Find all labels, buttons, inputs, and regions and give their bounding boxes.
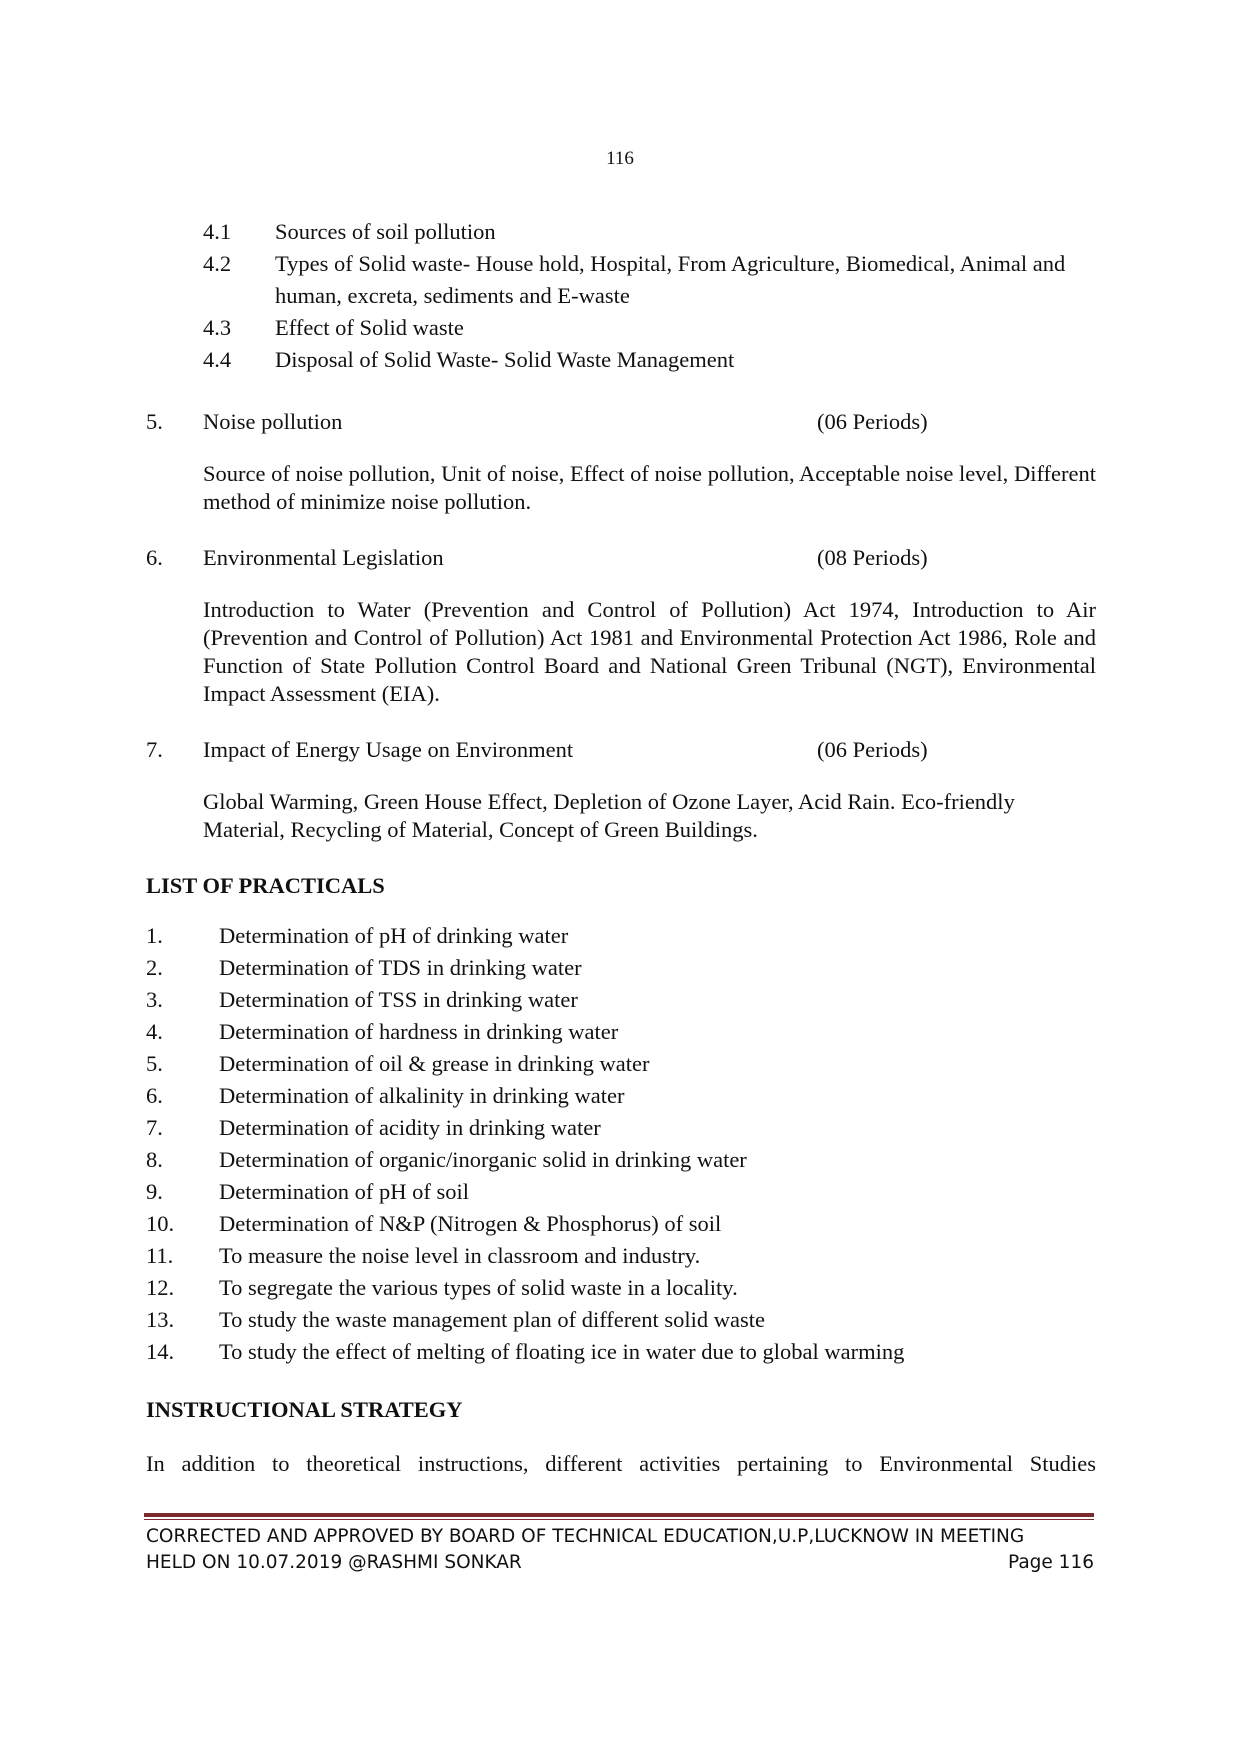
subtopic-number: 4.1 xyxy=(203,219,232,244)
footer-page-label: Page 116 xyxy=(1008,1552,1094,1573)
section-body: Source of noise pollution, Unit of noise, Effect of noise pollution, Acceptable noise level, Different method of minimize noise pollution. xyxy=(203,461,1096,514)
section-header xyxy=(146,542,1096,574)
subtopic-number: 4.4 xyxy=(203,347,232,372)
list-item-number: 11. xyxy=(146,1243,174,1268)
list-item-number: 8. xyxy=(146,1147,163,1172)
list-item-number: 4. xyxy=(146,1019,163,1044)
subtopic-number: 4.2 xyxy=(203,251,232,276)
list-item xyxy=(146,1208,1096,1240)
list-item-number: 5. xyxy=(146,1051,163,1076)
list-item-text: Determination of TDS in drinking water xyxy=(219,955,582,980)
list-item-number: 2. xyxy=(146,955,163,980)
section-periods: (06 Periods) xyxy=(817,737,928,762)
list-item-number: 13. xyxy=(146,1307,175,1332)
list-item xyxy=(146,1240,1096,1272)
subtopic-text: Types of Solid waste- House hold, Hospital, From Agriculture, Biomedical, Animal and human, excreta, sediments and E-waste xyxy=(275,251,1066,308)
list-item-number: 10. xyxy=(146,1211,175,1236)
section-body: Global Warming, Green House Effect, Depletion of Ozone Layer, Acid Rain. Eco-friendly Material, Recycling of Material, Concept of Green Buildings. xyxy=(203,789,1015,842)
section-number: 7. xyxy=(146,737,163,762)
section-body: Introduction to Water (Prevention and Control of Pollution) Act 1974, Introduction to Air (Prevention and Control of Pollution) Act 1981 and Environmental Protection Act 1986, Role and Function of State Pollution Control Board and National Green Tribunal (NGT), Environmental Impact Assessment (EIA). xyxy=(203,597,1096,706)
list-item-text: Determination of organic/inorganic solid in drinking water xyxy=(219,1147,747,1172)
subtopic-text: Sources of soil pollution xyxy=(275,219,496,244)
list-item xyxy=(146,920,1096,952)
list-item-text: Determination of TSS in drinking water xyxy=(219,987,578,1012)
page-footer xyxy=(146,1524,1094,1576)
section-number: 5. xyxy=(146,409,163,434)
list-item-text: To segregate the various types of solid waste in a locality. xyxy=(219,1275,738,1300)
section-energy-usage xyxy=(146,734,1096,844)
list-item xyxy=(146,1080,1096,1112)
footer-line-2: HELD ON 10.07.2019 @RASHMI SONKAR xyxy=(146,1552,522,1573)
practicals-list xyxy=(146,920,1096,1368)
list-item xyxy=(146,1336,1096,1368)
list-item-number: 9. xyxy=(146,1179,163,1204)
subtopic-item xyxy=(203,216,1096,248)
list-item-text: Determination of pH of drinking water xyxy=(219,923,569,948)
list-item-text: Determination of acidity in drinking water xyxy=(219,1115,601,1140)
list-item-number: 1. xyxy=(146,923,163,948)
subtopic-item xyxy=(203,344,1096,376)
strategy-heading: INSTRUCTIONAL STRATEGY xyxy=(146,1397,463,1422)
subtopic-number: 4.3 xyxy=(203,315,232,340)
section-title: Environmental Legislation xyxy=(203,545,444,570)
strategy-text: In addition to theoretical instructions, different activities pertaining to Environmental Studies xyxy=(146,1451,1096,1476)
section-number: 6. xyxy=(146,545,163,570)
section-title: Impact of Energy Usage on Environment xyxy=(203,737,574,762)
list-item xyxy=(146,984,1096,1016)
footer-line-1: CORRECTED AND APPROVED BY BOARD OF TECHNICAL EDUCATION,U.P,LUCKNOW IN MEETING xyxy=(146,1526,1025,1547)
list-item-number: 14. xyxy=(146,1339,175,1364)
section-header xyxy=(146,734,1096,766)
page-number: 116 xyxy=(606,148,634,169)
section-environmental-legislation xyxy=(146,542,1096,708)
section-periods: (06 Periods) xyxy=(817,409,928,434)
list-item xyxy=(146,1272,1096,1304)
list-item xyxy=(146,1144,1096,1176)
footer-divider-thin xyxy=(144,1519,1094,1520)
list-item xyxy=(146,1048,1096,1080)
subtopic-text: Disposal of Solid Waste- Solid Waste Management xyxy=(275,347,735,372)
page-content xyxy=(146,216,1096,1480)
list-item-text: Determination of N&P (Nitrogen & Phosphorus) of soil xyxy=(219,1211,722,1236)
list-item-number: 12. xyxy=(146,1275,175,1300)
list-item-text: Determination of pH of soil xyxy=(219,1179,469,1204)
list-item xyxy=(146,952,1096,984)
section-periods: (08 Periods) xyxy=(817,545,928,570)
list-item-text: Determination of alkalinity in drinking water xyxy=(219,1083,625,1108)
practicals-heading: LIST OF PRACTICALS xyxy=(146,873,385,898)
list-item-number: 6. xyxy=(146,1083,163,1108)
list-item-text: To study the effect of melting of floating ice in water due to global warming xyxy=(219,1339,905,1364)
list-item-number: 3. xyxy=(146,987,163,1012)
subtopic-item xyxy=(203,248,1096,312)
subtopic-item xyxy=(203,312,1096,344)
list-item-text: Determination of hardness in drinking water xyxy=(219,1019,619,1044)
section-noise-pollution xyxy=(146,406,1096,516)
list-item-text: To study the waste management plan of different solid waste xyxy=(219,1307,765,1332)
list-item xyxy=(146,1304,1096,1336)
section-title: Noise pollution xyxy=(203,409,343,434)
list-item xyxy=(146,1016,1096,1048)
subtopic-list xyxy=(203,216,1096,376)
list-item-text: Determination of oil & grease in drinking water xyxy=(219,1051,650,1076)
list-item xyxy=(146,1112,1096,1144)
list-item-number: 7. xyxy=(146,1115,163,1140)
section-header xyxy=(146,406,1096,438)
list-item xyxy=(146,1176,1096,1208)
list-item-text: To measure the noise level in classroom and industry. xyxy=(219,1243,701,1268)
footer-divider xyxy=(144,1513,1094,1517)
subtopic-text: Effect of Solid waste xyxy=(275,315,464,340)
footer-line-2-row xyxy=(146,1550,1094,1576)
